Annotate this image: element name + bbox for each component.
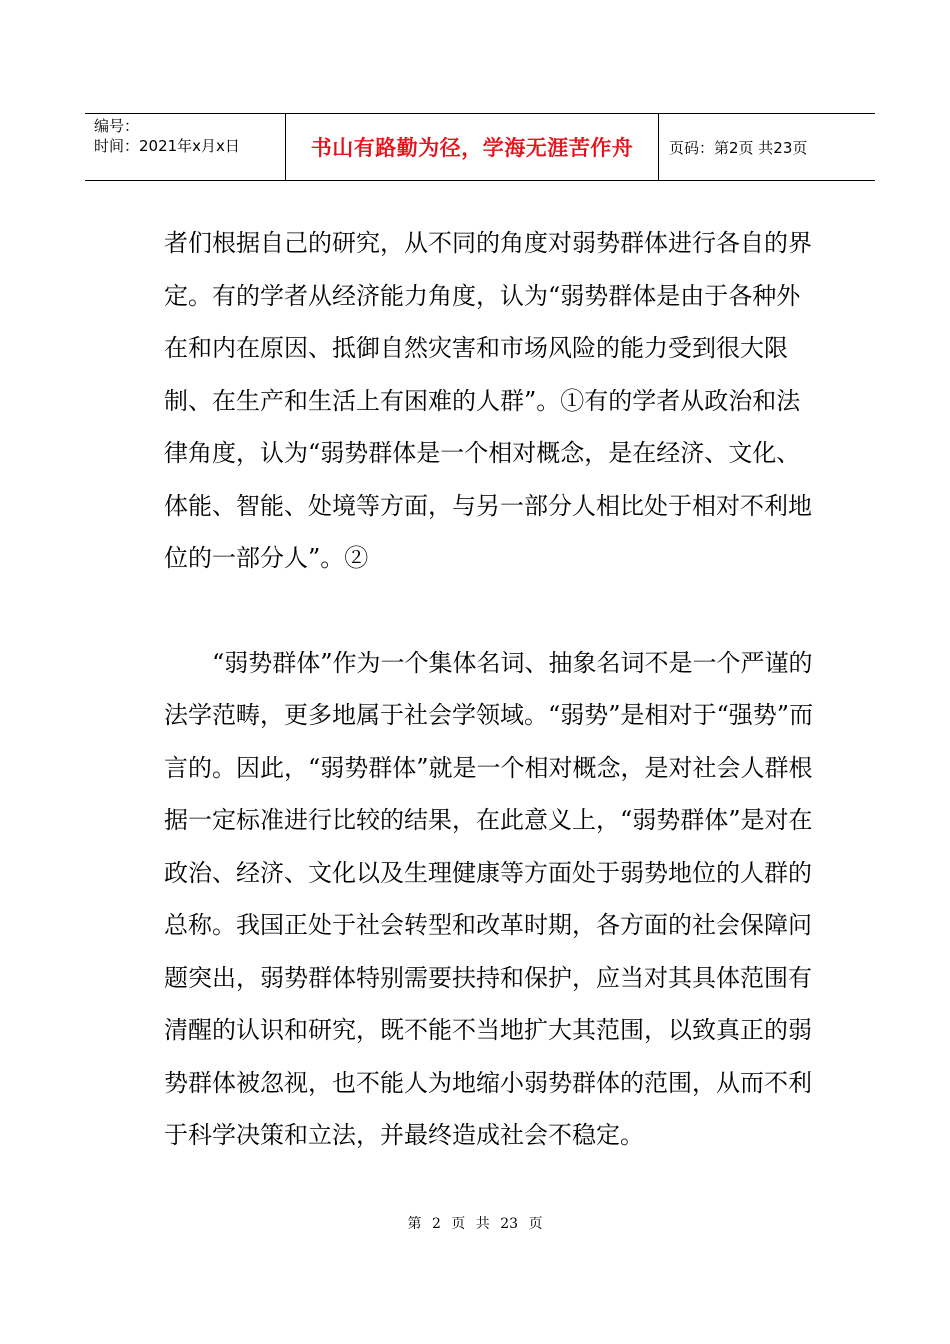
document-number-label: 编号：: [94, 117, 140, 135]
header-motto: 书山有路勤为径，学海无涯苦作舟: [286, 114, 659, 180]
body-paragraph-2: “弱势群体”作为一个集体名词、抽象名词不是一个严谨的法学范畴，更多地属于社会学领域。“弱势”是相对于“强势”而言的。因此，“弱势群体”就是一个相对概念，是对社会人群根据一定标准进行比较的结果，在此意义上，“弱势群体”是对在政治、经济、文化以及生理健康等方面处于弱势地位的人群的总称。我国正处于社会转型和改革时期，各方面的社会保障问题突出，弱势群体特别需要扶持和保护，应当对其具体范围有清醒的认识和研究，既不能不当地扩大其范围，以致真正的弱势群体被忽视，也不能人为地缩小弱势群体的范围，从而不利于科学决策和立法，并最终造成社会不稳定。: [164, 648, 814, 1149]
body-paragraph-1: 者们根据自己的研究，从不同的角度对弱势群体进行各自的界定。有的学者从经济能力角度，认为“弱势群体是由于各种外在和内在原因、抵御自然灾害和市场风险的能力受到很大限制、在生产和生活上有困难的人群”。①有的学者从政治和法律角度，认为“弱势群体是一个相对概念，是在经济、文化、体能、智能、处境等方面，与另一部分人相比处于相对不利地位的一部分人”。②: [164, 229, 812, 572]
page-footer: 第 2 页 共 23 页: [407, 1216, 543, 1232]
document-date-label: 时间：2021年x月x日: [94, 137, 240, 155]
document-body: [164, 217, 814, 1162]
header-meta-cell: [85, 114, 286, 180]
document-header: [85, 113, 875, 181]
header-page-number: 页码：第2页 共23页: [669, 138, 808, 157]
